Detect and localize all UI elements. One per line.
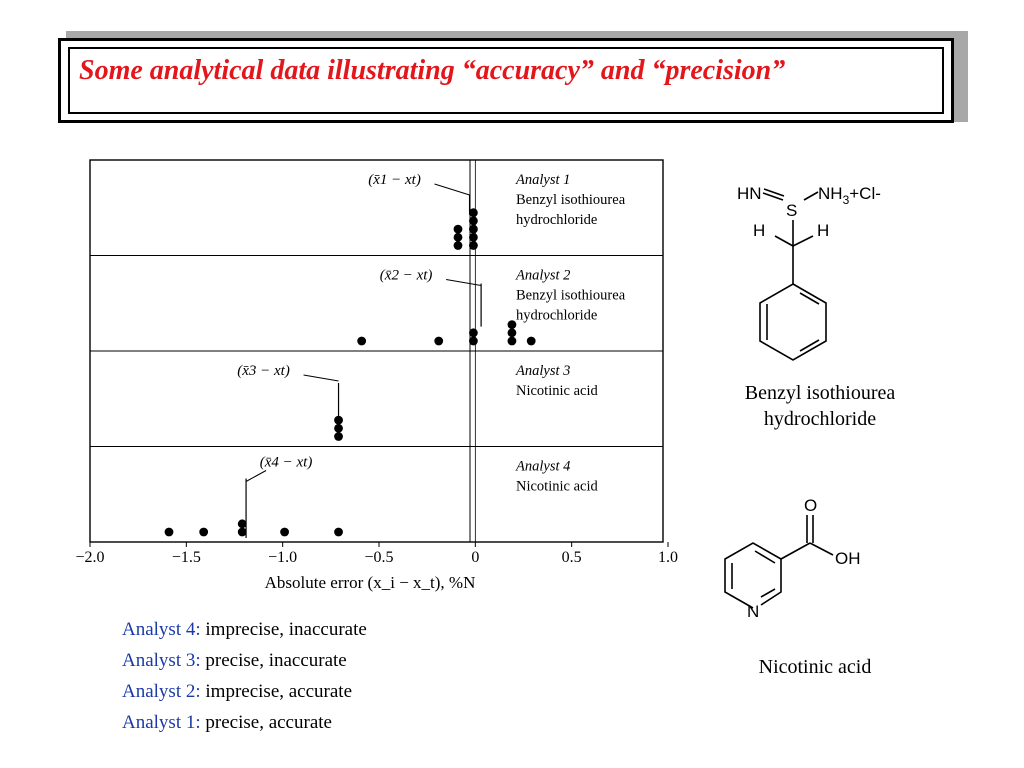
panel-analyst-2 xyxy=(357,268,625,346)
compound-label: Nicotinic acid xyxy=(516,478,598,495)
data-point xyxy=(469,217,478,226)
x-tick-label: −1.5 xyxy=(171,549,201,566)
mean-label-leader xyxy=(304,375,339,381)
data-point xyxy=(334,424,343,433)
data-point xyxy=(334,432,343,441)
benzyl-isothiourea-name xyxy=(710,380,930,432)
summary-verdict: precise, accurate xyxy=(200,712,332,733)
benzyl-name-line1: Benzyl isothiourea xyxy=(744,382,896,404)
x-tick-label: −1.0 xyxy=(268,549,298,566)
panel-analyst-1 xyxy=(368,172,625,250)
data-point xyxy=(469,225,478,234)
analyst-label: Analyst 2 xyxy=(516,267,571,284)
atom-s: S xyxy=(786,201,798,220)
benzyl-isothiourea-structure xyxy=(720,170,920,370)
compound-label: hydrochloride xyxy=(516,307,598,324)
data-point xyxy=(165,528,174,537)
data-point xyxy=(469,337,478,346)
x-tick-label: 0 xyxy=(471,549,480,566)
summary-verdict: precise, inaccurate xyxy=(200,650,347,671)
data-point xyxy=(454,225,463,234)
chart-panels xyxy=(165,172,626,538)
data-point xyxy=(508,337,517,346)
x-tick-label: 1.0 xyxy=(658,549,678,566)
panel-analyst-3 xyxy=(237,363,598,441)
compound-label: Benzyl isothiourea xyxy=(516,192,626,208)
atom-h-left: H xyxy=(753,221,766,240)
data-point xyxy=(238,519,247,528)
accuracy-precision-chart xyxy=(60,150,690,595)
mean-error-label: (x̄4 − xt) xyxy=(259,454,313,471)
data-point xyxy=(469,208,478,217)
atom-oh: OH xyxy=(835,549,861,568)
summary-verdict: imprecise, inaccurate xyxy=(200,619,367,640)
mean-label-leader xyxy=(435,184,470,195)
compound-label: hydrochloride xyxy=(516,212,598,228)
data-point xyxy=(469,233,478,242)
mean-error-label: (x̄3 − xt) xyxy=(237,363,290,379)
x-tick-label: −0.5 xyxy=(364,549,394,566)
slide-title: Some analytical data illustrating “accuracy” and “precision” xyxy=(79,55,786,86)
x-tick-label: 0.5 xyxy=(561,549,582,566)
x-tick-label: −2.0 xyxy=(75,549,105,566)
analyst-label: Analyst 4 xyxy=(516,458,571,475)
data-point xyxy=(469,241,478,250)
data-point xyxy=(454,241,463,250)
atom-nh3-counterion: +Cl- xyxy=(849,184,881,203)
summary-analyst-label: Analyst 1: xyxy=(122,712,201,733)
analyst-label: Analyst 1 xyxy=(516,172,571,188)
analyst-summary-list xyxy=(122,614,367,738)
summary-item xyxy=(122,676,367,707)
data-point xyxy=(357,337,366,346)
atom-hn: HN xyxy=(737,184,762,203)
data-point xyxy=(469,328,478,337)
atom-o: O xyxy=(804,496,818,515)
summary-verdict: imprecise, accurate xyxy=(200,681,353,702)
analyst-label: Analyst 3 xyxy=(516,363,571,379)
panel-analyst-4 xyxy=(165,455,599,539)
atom-h-right: H xyxy=(817,221,830,240)
summary-item xyxy=(122,645,367,676)
mean-label-leader xyxy=(246,471,266,482)
data-point xyxy=(238,528,247,537)
summary-analyst-label: Analyst 2: xyxy=(122,681,201,702)
summary-item xyxy=(122,614,367,645)
atom-nh3-main: NH xyxy=(818,184,843,203)
data-point xyxy=(434,337,443,346)
data-point xyxy=(334,528,343,537)
data-point xyxy=(454,233,463,242)
benzyl-name-line2: hydrochloride xyxy=(763,408,877,430)
atom-n: N xyxy=(747,602,760,621)
summary-analyst-label: Analyst 4: xyxy=(122,619,201,640)
nicotinic-acid-structure xyxy=(715,493,885,628)
mean-label-leader xyxy=(446,280,481,286)
compound-label: Benzyl isothiourea xyxy=(516,287,626,304)
data-point xyxy=(527,337,536,346)
mean-error-label: (x̄1 − xt) xyxy=(368,172,421,188)
nicotinic-acid-name: Nicotinic acid xyxy=(758,656,872,678)
data-point xyxy=(280,528,289,537)
mean-error-label: (x̄2 − xt) xyxy=(379,267,433,284)
atom-nh3 xyxy=(818,184,881,207)
compound-label: Nicotinic acid xyxy=(516,383,598,399)
summary-item xyxy=(122,707,367,738)
summary-analyst-label: Analyst 3: xyxy=(122,650,201,671)
data-point xyxy=(199,528,208,537)
atom-nh3-subscript: 3 xyxy=(842,193,850,207)
title-box xyxy=(58,38,954,123)
data-point xyxy=(508,328,517,337)
x-axis-label: Absolute error (x_i − x_t), %N xyxy=(264,573,476,592)
